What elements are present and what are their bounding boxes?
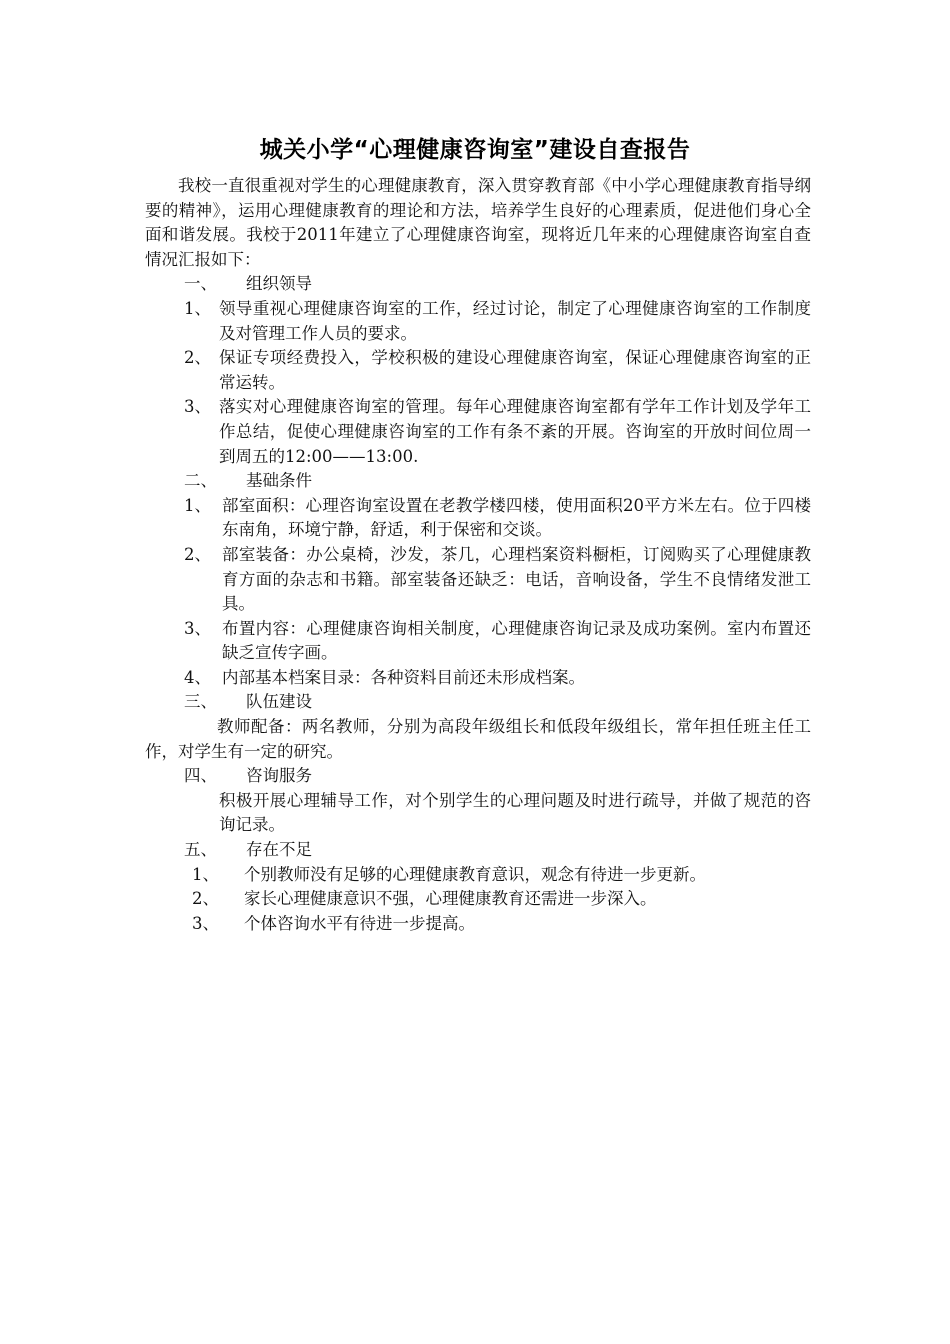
section-heading-4 <box>145 764 811 789</box>
list-item <box>145 617 811 666</box>
item-number: 1、 <box>184 495 211 515</box>
section-title: 基础条件 <box>246 471 312 491</box>
item-text: 落实对心理健康咨询室的管理。每年心理健康咨询室都有学年工作计划及学年工作总结，促使心理健康咨询室的工作有条不紊的开展。咨询室的开放时间位周一到周五的12:00——13:00. <box>219 397 811 466</box>
section-title: 队伍建设 <box>246 692 312 712</box>
section-number: 二、 <box>184 471 217 491</box>
section-heading-5 <box>145 838 811 863</box>
item-number: 2、 <box>184 544 211 564</box>
section-number: 四、 <box>184 766 217 786</box>
document-title: 城关小学“心理健康咨询室”建设自查报告 <box>259 137 691 163</box>
item-number: 3、 <box>184 397 211 417</box>
list-item <box>145 863 811 888</box>
item-number: 1、 <box>192 864 219 884</box>
item-number: 2、 <box>184 348 211 368</box>
section-number: 三、 <box>184 692 217 712</box>
section-text: 教师配备：两名教师，分别为高段年级组长和低段年级组长，常年担任班主任工作，对学生有一定的研究。 <box>145 717 811 761</box>
item-number: 1、 <box>184 298 211 318</box>
list-item <box>145 543 811 617</box>
section-heading-3 <box>145 690 811 715</box>
section-number: 五、 <box>184 840 217 860</box>
list-item <box>145 666 811 691</box>
item-number: 2、 <box>192 889 219 909</box>
section-number: 一、 <box>184 274 217 294</box>
intro-paragraph: 我校一直很重视对学生的心理健康教育，深入贯穿教育部《中小学心理健康教育指导纲要的精神》，运用心理健康教育的理论和方法，培养学生良好的心理素质，促进他们身心全面和谐发展。我校于2011年建立了心理健康咨询室，现将近几年来的心理健康咨询室自查情况汇报如下： <box>145 176 811 269</box>
list-item <box>145 887 811 912</box>
section-text: 积极开展心理辅导工作，对个别学生的心理问题及时进行疏导，并做了规范的咨询记录。 <box>219 790 811 835</box>
section-title: 咨询服务 <box>246 766 312 786</box>
list-item <box>145 395 811 469</box>
item-text: 保证专项经费投入，学校积极的建设心理健康咨询室，保证心理健康咨询室的正常运转。 <box>219 348 811 392</box>
list-item <box>145 494 811 543</box>
list-item <box>145 912 811 937</box>
item-text: 领导重视心理健康咨询室的工作，经过讨论，制定了心理健康咨询室的工作制度及对管理工作人员的要求。 <box>219 298 811 343</box>
item-text: 个体咨询水平有待进一步提高。 <box>244 913 475 933</box>
list-item <box>145 297 811 346</box>
item-text: 部室面积：心理咨询室设置在老教学楼四楼，使用面积20平方米左右。位于四楼东南角，环境宁静，舒适，利于保密和交谈。 <box>222 495 811 540</box>
section-heading-2 <box>145 469 811 494</box>
item-number: 4、 <box>184 667 211 687</box>
item-text: 内部基本档案目录：各种资料目前还未形成档案。 <box>222 667 585 687</box>
section-title: 存在不足 <box>246 840 312 860</box>
item-text: 家长心理健康意识不强，心理健康教育还需进一步深入。 <box>244 889 657 909</box>
item-number: 3、 <box>192 913 219 933</box>
item-text: 个别教师没有足够的心理健康教育意识，观念有待进一步更新。 <box>244 864 706 884</box>
item-number: 3、 <box>184 618 211 638</box>
item-text: 布置内容：心理健康咨询相关制度，心理健康咨询记录及成功案例。室内布置还缺乏宣传字画。 <box>222 618 811 663</box>
document-body <box>145 174 811 936</box>
list-item <box>145 346 811 395</box>
section-heading-1 <box>145 272 811 297</box>
item-text: 部室装备：办公桌椅，沙发，茶几，心理档案资料橱柜，订阅购买了心理健康教育方面的杂志和书籍。部室装备还缺乏：电话，音响设备，学生不良情绪发泄工具。 <box>222 544 811 614</box>
section-title: 组织领导 <box>246 274 312 294</box>
